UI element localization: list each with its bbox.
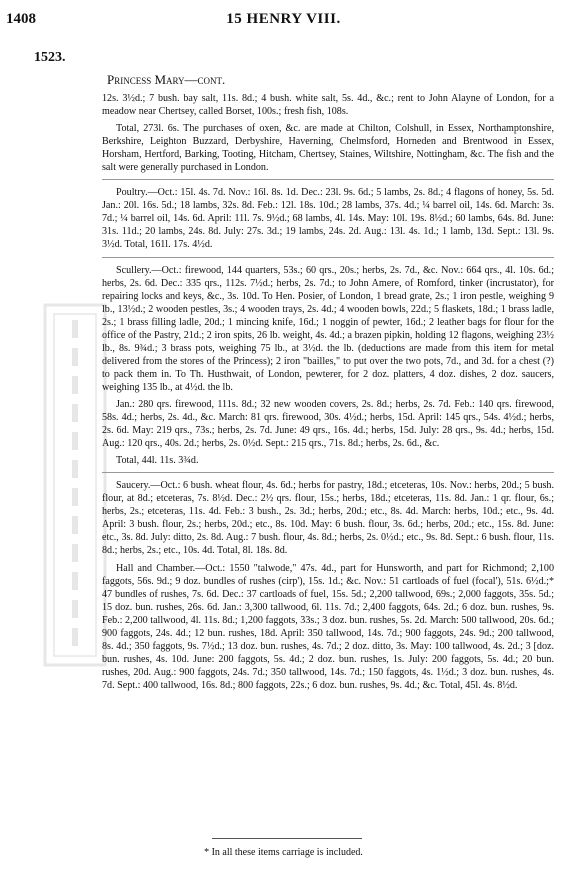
section-divider	[102, 257, 554, 258]
paragraph-scullery: Scullery.—Oct.: firewood, 144 quarters, 53s.; 60 qrs., 20s.; herbs, 2s. 7d., &c. Nov.: 664 qrs., 4l. 10s. 6d.; herbs, 2s. 6d. Dec.: 335 qrs., 112s. 7½d.; herbs, 2s. 7d.; to John Amere, of Romford, tinker (incrustator), for repairing locks and keys, &c., 3s. 10d. To Hen. Posier, of London, 1 bread grate, 2s.; 1 iron pestle, weighing 9 lb., 13½d.; 2 wooden pestles, 3s.; 4 wooden trays, 2s. 4d.; 4 wooden bowls, 22d.; 5 flaskets, 18d.; 1 brass ladle, 2s.; 1 brass filling ladle, 20d.; 1 mincing knife, 16d.; 1 noggin of pewter, 16d.; 2 leather bags for flour for the office of the Pastry, 21d.; 2 iron spits, 26 lb. weight, 4s. 4d.; a brazen pipkin, holding 12 flagons, weighing 23½ lb., 8s. 9¾d.; 3 brass pots, weighing 75 lb., at 3½d. the lb. (deductions are made from this item for metal delivered from the stores of the Princess); 2 iron "bailles," to put over the two pots, 7d., and 3d. for a chest (?) to pack them in. To Th. Husthwait, of London, pewterer, for 2 doz. platters, 4 doz. dishes, 2 doz. saucers, weighing 135 lb., at 4½d. the lb.	[102, 264, 554, 393]
paragraph-poultry: Poultry.—Oct.: 15l. 4s. 7d. Nov.: 16l. 8s. 1d. Dec.: 23l. 9s. 6d.; 5 lambs, 2s. 8d.; 4 flagons of honey, 5s. 5d. Jan.: 20l. 16s. 5d.; 18 lambs, 32s. 8d. Feb.: 12l. 18s. 10d.; 28 lambs, 37s. 4d.; ¼ barrel oil, 14s. 6d. March: 3s. 7d.; ¼ barrel oil, 14s. 6d. April: 11l. 7s. 9½d.; 68 lambs, 4l. 14s. May: 10l. 19s. 8½d.; 60 lambs, 64s. 8d. June: 31s. 11d.; 20 lambs, 24s. 8d. July: 27s. 3d.; 19 lambs, 24s. 2d. Aug.: 13l. 4s. 1d.; 1 lamb, 13d. Sept.: 13l. 9s. 3½d. Total, 161l. 17s. 4½d.	[102, 187, 554, 251]
section-divider	[102, 179, 554, 180]
page-number: 1408	[6, 11, 36, 27]
paragraph: Total, 273l. 6s. The purchases of oxen, &c. are made at Chilton, Colshull, in Essex, Northamptonshire, Berkshire, Leighton Buzzard, Derbyshire, Haverning, Chelmsford, Horneden and Brentwood in Essex, Horsham, Hertford, Barking, Tooting, Hitcham, Chertsey, Staines, Wiltshire, Nottingham, &c. The fish and the salt were generally purchased in London.	[102, 123, 554, 174]
paragraph-saucery: Saucery.—Oct.: 6 bush. wheat flour, 4s. 6d.; herbs for pastry, 18d.; etceteras, 10s. Nov.: herbs, 20d.; 5 bush. flour, at 8d.; etceteras, 7s. 8½d. Dec.: 2½ qrs. flour, 15s.; herbs, 18d.; etceteras, 11s. 8d. Jan.: 1 qr. flour, 6s.; herbs, 2s.; etceteras, 11s. 4d. Feb.: 3 bush., 2s. 3d.; herbs, 20d.; etc., 8s. 4d. March: herbs, 10d.; etc., 9s. 4d. April: 3 bush. flour, 2s.; herbs, 20d.; etc., 8s. 10d. May: 6 bush. flour, 3s. 6d.; herbs, 20d.; etc., 15s. 8d. June: etc., 3s. 8d. July: ditto, 2s. 8d. Aug.: 7 bush. flour, 4s. 8d.; herbs, 2s. 0½d.; etc., 9s. 8d. Sept.: 6 bush. flour, 11s. 8d.; herbs, 2s.; etc., 10s. 4d. Total, 8l. 18s. 8d.	[102, 480, 554, 557]
year-heading: 1523.	[34, 50, 66, 65]
running-title: 15 HENRY VIII.	[226, 11, 341, 27]
paragraph: Jan.: 280 qrs. firewood, 111s. 8d.; 32 new wooden covers, 2s. 8d.; herbs, 2s. 7d. Feb.: 140 qrs. firewood, 58s. 4d.; herbs, 2s. 4d., &c. March: 81 qrs. firewood, 30s. 4½d.; herbs, 15d. April: 145 qrs., 54s. 4½d.; herbs, 2s. 6d. May: 219 qrs., 73s.; herbs, 2s. 7d. June: 49 qrs., 16s. 4d.; herbs, 15d. July: 28 qrs., 9s. 4d.; herbs, 15d. Aug.: 120 qrs., 40s. 2d.; herbs, 2s. 0½d. Sept.: 215 qrs., 71s. 8d.; herbs, 2s. 6d., &c.	[102, 398, 554, 450]
paragraph-hall-and-chamber: Hall and Chamber.—Oct.: 1550 "talwode," 47s. 4d., part for Hunsworth, and part for Richmond; 2,100 faggots, 56s. 9d.; 9 doz. bundles of rushes (cirp'), 15s. 1d.; &c. Nov.: 51 cartloads of fuel (focal'), 51s. 6½d.;* 47 bundles of rushes, 7s. 6d. Dec.: 37 cartloads of fuel, 15s. 5d.; 2,200 tallwood, 69s.; 2,000 faggots, 35s. 5d.; 15 doz. bun. rushes, 26s. 6d. Jan.: 3,300 tallwood, 6l. 11s. 7d.; 2,400 faggots, 64s. 2d.; 6 doz. bun. rushes, 9s. Feb.: 2,200 tallwood, 4l. 11s. 8d.; 1,200 faggots, 33s.; 3 doz. bun. rushes, 5s. 2d. March: 500 tallwood, 20s. 6d.; 900 faggots, 24s. 4d.; 12 bun. rushes, 18d. April: 350 tallwood, 14s. 7d.; 900 faggots, 24s. 9d.; 200 tallwood, 8s. 4d.; 350 faggots, 9s. 7½d.; 13 doz. bun. rushes, 4s. 7d.; 2 doz. ditto, 3s. May: 100 tallwood, 4s. 2d.; 3 [doz. bun. rushes, 4s. 10d. June: 200 faggots, 5s. 4d.; 2 doz. bun. rushes, 1s. July: 200 faggots, 5s. 4d.; 20 bun. rushes, 20d. Aug.: 900 faggots, 24s. 7d.; 350 tallwood, 14s. 7d.; 150 faggots, 4s. 1½d.; 3 doz. bun. rushes, 4s. 7d. Sept.: 400 tallwood, 16s. 8d.; 800 faggots, 22s.; 6 doz. bun. rushes, 9s. 4d.; &c. Total, 45l. 4s. 8½d.	[102, 562, 554, 691]
footnote-divider	[212, 838, 362, 839]
watermark-seal-icon	[40, 300, 110, 670]
section-title: Princess Mary—cont.	[107, 72, 226, 87]
paragraph-total: Total, 44l. 11s. 3¾d.	[116, 455, 199, 467]
document-body	[102, 92, 554, 696]
footnote: * In all these items carriage is included.	[204, 847, 363, 858]
paragraph: 12s. 3½d.; 7 bush. bay salt, 11s. 8d.; 4 bush. white salt, 5s. 4d., &c.; rent to John Alayne of London, for a meadow near Chertsey, called Borset, 100s.; fresh fish, 108s.	[102, 93, 554, 118]
section-divider	[102, 472, 554, 473]
